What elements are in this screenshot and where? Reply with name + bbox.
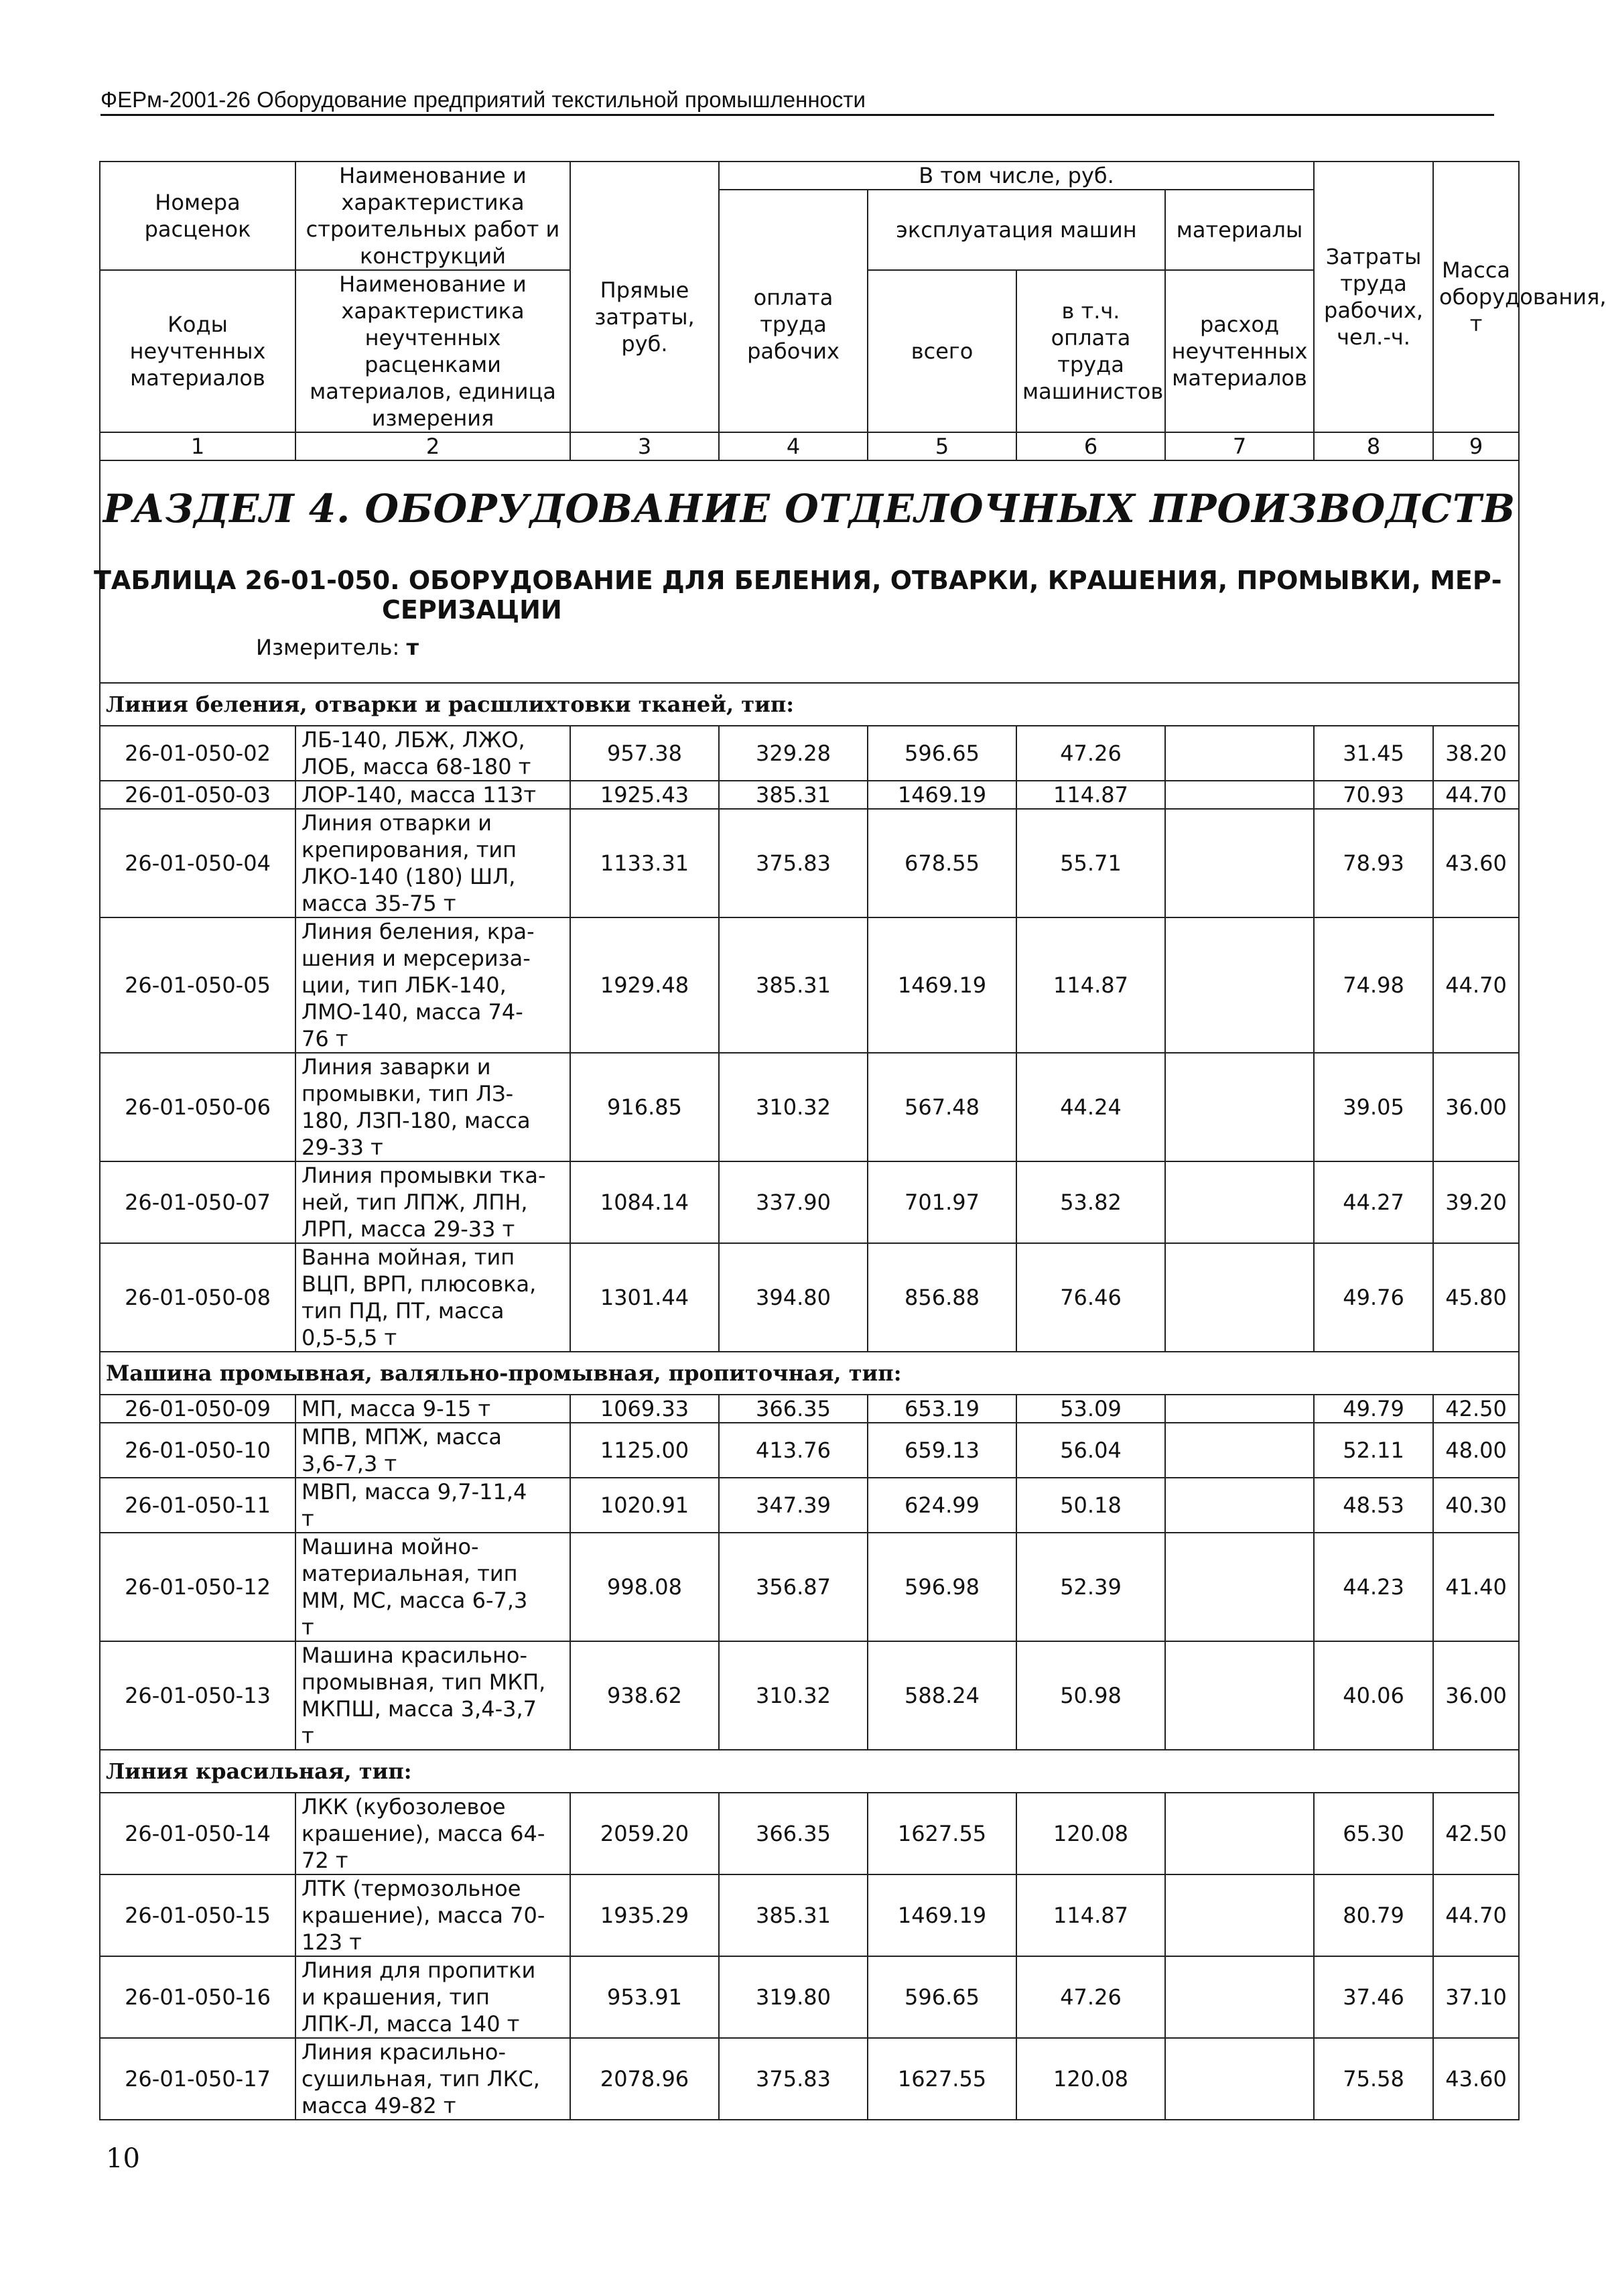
operators-pay-cell: 52.39 [1016, 1533, 1165, 1641]
rate-code-cell: 26-01-050-05 [100, 917, 295, 1053]
work-name-cell: ЛОР-140, масса 113т [295, 781, 570, 809]
operators-pay-cell: 47.26 [1016, 726, 1165, 781]
direct-costs-cell: 1929.48 [570, 917, 719, 1053]
labor-cost-cell: 375.83 [719, 809, 868, 917]
col-number: 9 [1433, 432, 1519, 460]
group-title: Машина промывная, валяльно-промывная, пропиточная, тип: [100, 1352, 1519, 1395]
operators-pay-cell: 55.71 [1016, 809, 1165, 917]
labor-hours-cell: 37.46 [1314, 1956, 1433, 2038]
equipment-mass-cell: 44.70 [1433, 1874, 1519, 1956]
rate-code-cell: 26-01-050-09 [100, 1395, 295, 1423]
table-row [100, 1161, 1519, 1243]
unaccounted-materials-cell [1165, 1161, 1314, 1243]
table-row [100, 726, 1519, 781]
running-header: ФЕРм-2001-26 Оборудование предприятий текстильной промышленности [101, 87, 1494, 116]
equipment-mass-cell: 36.00 [1433, 1053, 1519, 1161]
labor-hours-cell: 78.93 [1314, 809, 1433, 917]
table-row [100, 1956, 1519, 2038]
unaccounted-materials-cell [1165, 1053, 1314, 1161]
table-row [100, 1478, 1519, 1533]
equipment-mass-cell: 41.40 [1433, 1533, 1519, 1641]
rate-code-cell: 26-01-050-17 [100, 2038, 295, 2120]
direct-costs-cell: 1125.00 [570, 1423, 719, 1478]
table-row [100, 809, 1519, 917]
col-header-labor-hours: Затраты труда рабочих, чел.-ч. [1314, 162, 1433, 432]
work-name-cell: ЛТК (термозольное крашение), масса 70- 123 т [295, 1874, 570, 1956]
group-header-row [100, 1750, 1519, 1793]
rate-code-cell: 26-01-050-15 [100, 1874, 295, 1956]
col-number: 8 [1314, 432, 1433, 460]
work-name-cell: Линия отварки и крепирования, тип ЛКО-140 (180) ШЛ, масса 35-75 т [295, 809, 570, 917]
direct-costs-cell: 1069.33 [570, 1395, 719, 1423]
unaccounted-materials-cell [1165, 1423, 1314, 1478]
machines-total-cell: 596.98 [868, 1533, 1016, 1641]
labor-cost-cell: 366.35 [719, 1395, 868, 1423]
work-name-cell: МП, масса 9-15 т [295, 1395, 570, 1423]
work-name-cell: Линия для пропитки и крашения, тип ЛПК-Л, масса 140 т [295, 1956, 570, 2038]
table-caption-line1: ТАБЛИЦА 26-01-050. ОБОРУДОВАНИЕ ДЛЯ БЕЛЕНИЯ, ОТВАРКИ, КРАШЕНИЯ, ПРОМЫВКИ, МЕР- [94, 566, 1502, 595]
table-caption-line2: СЕРИЗАЦИИ [382, 595, 562, 625]
table-row [100, 1533, 1519, 1641]
equipment-mass-cell: 43.60 [1433, 809, 1519, 917]
table-caption [94, 566, 1518, 625]
equipment-mass-cell: 37.10 [1433, 1956, 1519, 2038]
labor-hours-cell: 48.53 [1314, 1478, 1433, 1533]
labor-cost-cell: 366.35 [719, 1793, 868, 1874]
equipment-mass-cell: 40.30 [1433, 1478, 1519, 1533]
machines-total-cell: 659.13 [868, 1423, 1016, 1478]
direct-costs-cell: 1133.31 [570, 809, 719, 917]
labor-hours-cell: 49.76 [1314, 1243, 1433, 1352]
operators-pay-cell: 50.98 [1016, 1641, 1165, 1750]
group-title: Линия красильная, тип: [100, 1750, 1519, 1793]
labor-cost-cell: 413.76 [719, 1423, 868, 1478]
equipment-mass-cell: 42.50 [1433, 1793, 1519, 1874]
equipment-mass-cell: 48.00 [1433, 1423, 1519, 1478]
rate-code-cell: 26-01-050-08 [100, 1243, 295, 1352]
page-number: 10 [106, 2143, 140, 2174]
col-number: 5 [868, 432, 1016, 460]
labor-hours-cell: 80.79 [1314, 1874, 1433, 1956]
work-name-cell: Линия красильно- сушильная, тип ЛКС, масса 49-82 т [295, 2038, 570, 2120]
work-name-cell: ЛБ-140, ЛБЖ, ЛЖО, ЛОБ, масса 68-180 т [295, 726, 570, 781]
unaccounted-materials-cell [1165, 781, 1314, 809]
col-number: 7 [1165, 432, 1314, 460]
machines-total-cell: 1469.19 [868, 781, 1016, 809]
unaccounted-materials-cell [1165, 1533, 1314, 1641]
unaccounted-materials-cell [1165, 726, 1314, 781]
labor-cost-cell: 347.39 [719, 1478, 868, 1533]
labor-hours-cell: 40.06 [1314, 1641, 1433, 1750]
equipment-mass-cell: 39.20 [1433, 1161, 1519, 1243]
operators-pay-cell: 114.87 [1016, 781, 1165, 809]
direct-costs-cell: 998.08 [570, 1533, 719, 1641]
rate-code-cell: 26-01-050-06 [100, 1053, 295, 1161]
labor-hours-cell: 74.98 [1314, 917, 1433, 1053]
equipment-mass-cell: 45.80 [1433, 1243, 1519, 1352]
direct-costs-cell: 938.62 [570, 1641, 719, 1750]
labor-hours-cell: 44.27 [1314, 1161, 1433, 1243]
machines-total-cell: 1469.19 [868, 917, 1016, 1053]
rate-code-cell: 26-01-050-03 [100, 781, 295, 809]
work-name-cell: Ванна мойная, тип ВЦП, ВРП, плюсовка, тип ПД, ПТ, масса 0,5-5,5 т [295, 1243, 570, 1352]
machines-total-cell: 653.19 [868, 1395, 1016, 1423]
table-row [100, 2038, 1519, 2120]
work-name-cell: Линия промывки тка- ней, тип ЛПЖ, ЛПН, ЛРП, масса 29-33 т [295, 1161, 570, 1243]
rate-code-cell: 26-01-050-07 [100, 1161, 295, 1243]
machines-total-cell: 1469.19 [868, 1874, 1016, 1956]
unaccounted-materials-cell [1165, 1478, 1314, 1533]
labor-cost-cell: 319.80 [719, 1956, 868, 2038]
operators-pay-cell: 50.18 [1016, 1478, 1165, 1533]
direct-costs-cell: 953.91 [570, 1956, 719, 2038]
labor-hours-cell: 70.93 [1314, 781, 1433, 809]
rate-code-cell: 26-01-050-16 [100, 1956, 295, 2038]
labor-cost-cell: 329.28 [719, 726, 868, 781]
col-header-machines-total: всего [868, 270, 1016, 432]
direct-costs-cell: 2059.20 [570, 1793, 719, 1874]
work-name-cell: Линия заварки и промывки, тип ЛЗ- 180, ЛЗП-180, масса 29-33 т [295, 1053, 570, 1161]
rate-code-cell: 26-01-050-02 [100, 726, 295, 781]
equipment-mass-cell: 43.60 [1433, 2038, 1519, 2120]
rate-code-cell: 26-01-050-04 [100, 809, 295, 917]
col-header-labor: оплата труда рабочих [719, 190, 868, 432]
col-number: 6 [1016, 432, 1165, 460]
table-row [100, 1243, 1519, 1352]
col-header-unaccounted-materials: расход неучтенных материалов [1165, 270, 1314, 432]
rate-code-cell: 26-01-050-13 [100, 1641, 295, 1750]
col-header-machines: эксплуатация машин [868, 190, 1165, 270]
col-number: 1 [100, 432, 295, 460]
col-header-rate-numbers: Номера расценок [100, 162, 295, 270]
col-number: 2 [295, 432, 570, 460]
col-header-including: В том числе, руб. [719, 162, 1314, 190]
direct-costs-cell: 957.38 [570, 726, 719, 781]
table-row [100, 917, 1519, 1053]
direct-costs-cell: 1301.44 [570, 1243, 719, 1352]
machines-total-cell: 596.65 [868, 726, 1016, 781]
measure-unit [256, 634, 1518, 661]
work-name-cell: Машина красильно- промывная, тип МКП, МКПШ, масса 3,4-3,7 т [295, 1641, 570, 1750]
equipment-mass-cell: 44.70 [1433, 917, 1519, 1053]
col-header-materials: материалы [1165, 190, 1314, 270]
labor-cost-cell: 310.32 [719, 1641, 868, 1750]
unaccounted-materials-cell [1165, 2038, 1314, 2120]
table-row [100, 781, 1519, 809]
rate-code-cell: 26-01-050-11 [100, 1478, 295, 1533]
section-title: РАЗДЕЛ 4. ОБОРУДОВАНИЕ ОТДЕЛОЧНЫХ ПРОИЗВОДСТВ [103, 486, 1516, 531]
machines-total-cell: 1627.55 [868, 1793, 1016, 1874]
labor-cost-cell: 375.83 [719, 2038, 868, 2120]
work-name-cell: Машина мойно- материальная, тип ММ, МС, масса 6-7,3 т [295, 1533, 570, 1641]
machines-total-cell: 701.97 [868, 1161, 1016, 1243]
unaccounted-materials-cell [1165, 1956, 1314, 2038]
operators-pay-cell: 120.08 [1016, 1793, 1165, 1874]
group-title: Линия беления, отварки и расшлихтовки тканей, тип: [100, 683, 1519, 726]
labor-hours-cell: 52.11 [1314, 1423, 1433, 1478]
machines-total-cell: 588.24 [868, 1641, 1016, 1750]
operators-pay-cell: 120.08 [1016, 2038, 1165, 2120]
rate-code-cell: 26-01-050-14 [100, 1793, 295, 1874]
table-row [100, 1053, 1519, 1161]
labor-cost-cell: 385.31 [719, 781, 868, 809]
table-row [100, 1874, 1519, 1956]
col-header-work-name: Наименование и характеристика строительных работ и конструкций [295, 162, 570, 270]
rates-table [94, 161, 1606, 2120]
operators-pay-cell: 53.09 [1016, 1395, 1165, 1423]
labor-hours-cell: 31.45 [1314, 726, 1433, 781]
unaccounted-materials-cell [1165, 1641, 1314, 1750]
col-header-operators: в т.ч. оплата труда машинистов [1016, 270, 1165, 432]
table-row [100, 1423, 1519, 1478]
labor-cost-cell: 356.87 [719, 1533, 868, 1641]
group-header-row [100, 683, 1519, 726]
machines-total-cell: 624.99 [868, 1478, 1016, 1533]
machines-total-cell: 678.55 [868, 809, 1016, 917]
measure-value: т [406, 635, 419, 660]
unaccounted-materials-cell [1165, 1874, 1314, 1956]
col-header-direct-costs: Прямые затраты, руб. [570, 162, 719, 432]
machines-total-cell: 856.88 [868, 1243, 1016, 1352]
machines-total-cell: 1627.55 [868, 2038, 1016, 2120]
work-name-cell: МВП, масса 9,7-11,4 т [295, 1478, 570, 1533]
labor-cost-cell: 385.31 [719, 917, 868, 1053]
labor-cost-cell: 310.32 [719, 1053, 868, 1161]
group-header-row [100, 1352, 1519, 1395]
section-block [94, 460, 1519, 683]
direct-costs-cell: 1925.43 [570, 781, 719, 809]
work-name-cell: ЛКК (кубозолевое крашение), масса 64- 72 т [295, 1793, 570, 1874]
machines-total-cell: 567.48 [868, 1053, 1016, 1161]
labor-hours-cell: 39.05 [1314, 1053, 1433, 1161]
labor-cost-cell: 394.80 [719, 1243, 868, 1352]
operators-pay-cell: 53.82 [1016, 1161, 1165, 1243]
operators-pay-cell: 47.26 [1016, 1956, 1165, 2038]
unaccounted-materials-cell [1165, 1395, 1314, 1423]
equipment-mass-cell: 36.00 [1433, 1641, 1519, 1750]
labor-cost-cell: 337.90 [719, 1161, 868, 1243]
direct-costs-cell: 1084.14 [570, 1161, 719, 1243]
col-number: 3 [570, 432, 719, 460]
operators-pay-cell: 76.46 [1016, 1243, 1165, 1352]
col-header-material-name: Наименование и характеристика неучтенных расценками материалов, единица измерения [295, 270, 570, 432]
col-header-material-codes: Коды неучтенных материалов [100, 270, 295, 432]
rate-code-cell: 26-01-050-10 [100, 1423, 295, 1478]
operators-pay-cell: 44.24 [1016, 1053, 1165, 1161]
unaccounted-materials-cell [1165, 1793, 1314, 1874]
direct-costs-cell: 2078.96 [570, 2038, 719, 2120]
unaccounted-materials-cell [1165, 1243, 1314, 1352]
direct-costs-cell: 1020.91 [570, 1478, 719, 1533]
operators-pay-cell: 56.04 [1016, 1423, 1165, 1478]
labor-hours-cell: 49.79 [1314, 1395, 1433, 1423]
operators-pay-cell: 114.87 [1016, 1874, 1165, 1956]
unaccounted-materials-cell [1165, 917, 1314, 1053]
equipment-mass-cell: 38.20 [1433, 726, 1519, 781]
table-row [100, 1793, 1519, 1874]
table-row [100, 1641, 1519, 1750]
table-row [100, 1395, 1519, 1423]
work-name-cell: Линия беления, кра- шения и мерсериза- ции, тип ЛБК-140, ЛМО-140, масса 74- 76 т [295, 917, 570, 1053]
labor-hours-cell: 75.58 [1314, 2038, 1433, 2120]
operators-pay-cell: 114.87 [1016, 917, 1165, 1053]
equipment-mass-cell: 42.50 [1433, 1395, 1519, 1423]
work-name-cell: МПВ, МПЖ, масса 3,6-7,3 т [295, 1423, 570, 1478]
labor-cost-cell: 385.31 [719, 1874, 868, 1956]
labor-hours-cell: 44.23 [1314, 1533, 1433, 1641]
rate-code-cell: 26-01-050-12 [100, 1533, 295, 1641]
equipment-mass-cell: 44.70 [1433, 781, 1519, 809]
unaccounted-materials-cell [1165, 809, 1314, 917]
direct-costs-cell: 916.85 [570, 1053, 719, 1161]
measure-label: Измеритель: [256, 635, 400, 660]
labor-hours-cell: 65.30 [1314, 1793, 1433, 1874]
table-body [100, 683, 1519, 2120]
col-header-mass: Масса оборудования, т [1433, 162, 1519, 432]
machines-total-cell: 596.65 [868, 1956, 1016, 2038]
col-number: 4 [719, 432, 868, 460]
direct-costs-cell: 1935.29 [570, 1874, 719, 1956]
